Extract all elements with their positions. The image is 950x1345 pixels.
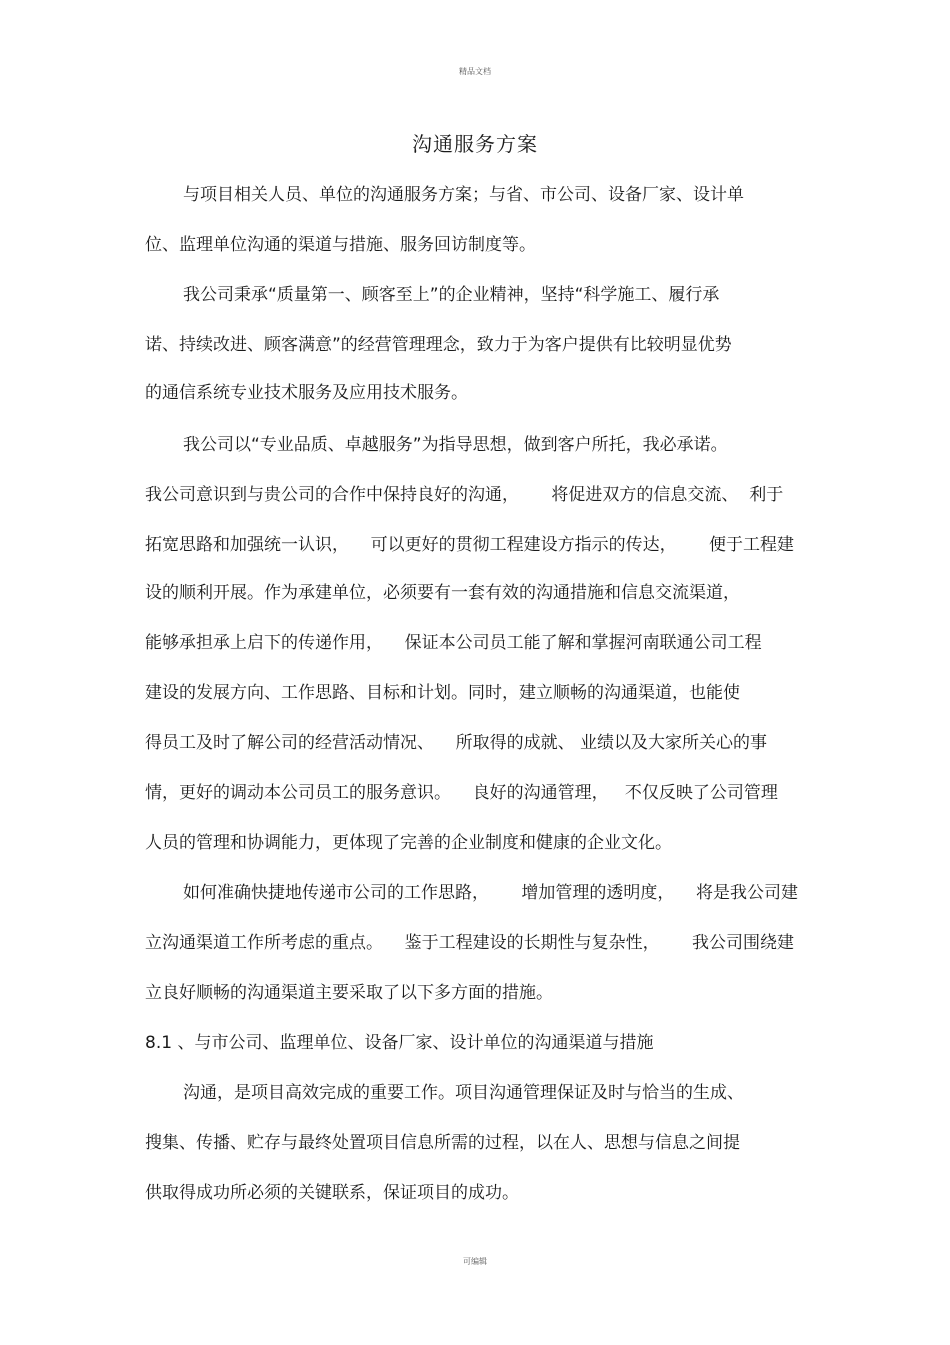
paragraph-line: 能够承担承上启下的传递作用， 保证本公司员工能了解和掌握河南联通公司工程 — [145, 633, 762, 653]
paragraph-line: 搜集、传播、贮存与最终处置项目信息所需的过程，以在人、思想与信息之间提 — [145, 1133, 740, 1153]
paragraph-line: 沟通，是项目高效完成的重要工作。项目沟通管理保证及时与恰当的生成、 — [183, 1083, 744, 1103]
paragraph-line: 的通信系统专业技术服务及应用技术服务。 — [145, 383, 468, 403]
paragraph-line: 我公司意识到与贵公司的合作中保持良好的沟通， 将促进双方的信息交流、 利于 — [145, 485, 784, 505]
document-title: 沟通服务方案 — [412, 132, 538, 156]
paragraph-line: 我公司以“专业品质、卓越服务”为指导思想，做到客户所托，我必承诺。 — [183, 435, 728, 455]
paragraph-line: 拓宽思路和加强统一认识， 可以更好的贯彻工程建设方指示的传达， 便于工程建 — [145, 535, 795, 555]
paragraph-line: 人员的管理和协调能力，更体现了完善的企业制度和健康的企业文化。 — [145, 833, 672, 853]
page-footer-note: 可编辑 — [463, 1257, 487, 1266]
paragraph-line: 建设的发展方向、工作思路、目标和计划。同时，建立顺畅的沟通渠道，也能使 — [145, 683, 740, 703]
paragraph-line: 供取得成功所必须的关键联系，保证项目的成功。 — [145, 1183, 519, 1203]
paragraph-line: 如何准确快捷地传递市公司的工作思路， 增加管理的透明度， 将是我公司建 — [183, 883, 799, 903]
paragraph-line: 设的顺利开展。作为承建单位，必须要有一套有效的沟通措施和信息交流渠道， — [145, 583, 740, 603]
paragraph-line: 得员工及时了解公司的经营活动情况、 所取得的成就、 业绩以及大家所关心的事 — [145, 733, 768, 753]
paragraph-line: 诺、持续改进、顾客满意”的经营管理理念，致力于为客户提供有比较明显优势 — [145, 335, 732, 355]
paragraph-line: 我公司秉承“质量第一、顾客至上”的企业精神，坚持“科学施工、履行承 — [183, 285, 720, 305]
section-heading: 8.1 、与市公司、监理单位、设备厂家、设计单位的沟通渠道与措施 — [145, 1033, 654, 1053]
paragraph-line: 与项目相关人员、单位的沟通服务方案；与省、市公司、设备厂家、设计单 — [183, 185, 744, 205]
paragraph-line: 立良好顺畅的沟通渠道主要采取了以下多方面的措施。 — [145, 983, 553, 1003]
paragraph-line: 情，更好的调动本公司员工的服务意识。 良好的沟通管理， 不仅反映了公司管理 — [145, 783, 778, 803]
page-header-note: 精品文档 — [459, 67, 491, 76]
paragraph-line: 位、监理单位沟通的渠道与措施、服务回访制度等。 — [145, 235, 536, 255]
paragraph-line: 立沟通渠道工作所考虑的重点。 鉴于工程建设的长期性与复杂性， 我公司围绕建 — [145, 933, 795, 953]
